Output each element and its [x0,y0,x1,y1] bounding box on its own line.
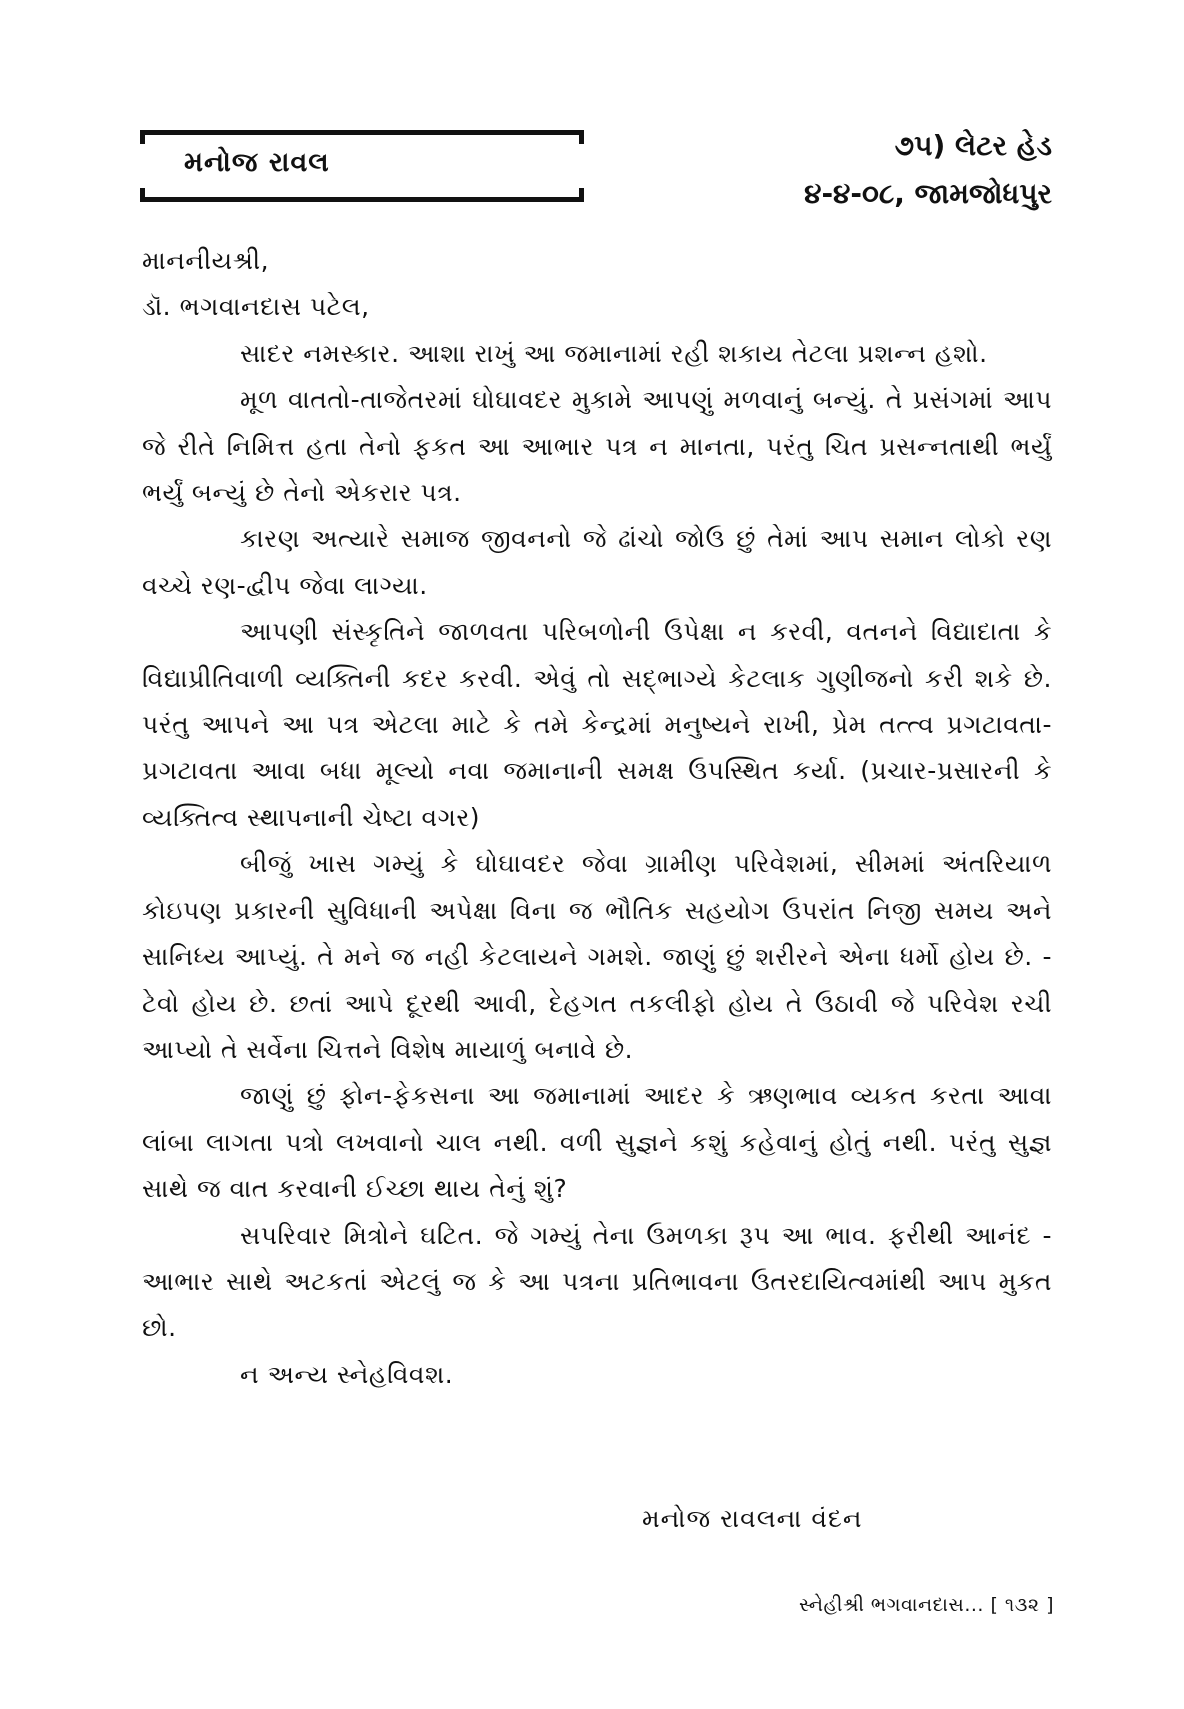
paragraph: કારણ અત્યારે સમાજ જીવનનો જે ઢાંચો જોઉ છું તેમાં આપ સમાન લોકો રણ વચ્ચે રણ-દ્વીપ જેવા લાગ્યા. [142,524,1052,600]
sender-name: મનોજ રાવલ [184,147,330,178]
date-place: ૪-૪-૦૮, જામજોધપુર [804,177,1052,210]
paragraph: મૂળ વાતતો-તાજેતરમાં ઘોઘાવદર મુકામે આપણું મળવાનું બન્યું. તે પ્રસંગમાં આપ જે રીતે નિમિત્ત હતા તેનો ફકત આ આભાર પત્ર ન માનતા, પરંતુ ચિત પ્રસન્નતાથી ભર્યું ભર્યું બન્યું છે તેનો એકરાર પત્ર. [142,385,1052,508]
page-footer: સ્નેહીશ્રી ભગવાનદાસ... [ ૧૩૨ ] [798,1594,1054,1616]
paragraph: જાણું છું ફોન-ફેકસના આ જમાનામાં આદર કે ઋણભાવ વ્યકત કરતા આવા લાંબા લાગતા પત્રો લખવાનો ચાલ નથી. વળી સુજ્ઞને કશું કહેવાનું હોતું નથી. પરંતુ સુજ્ઞ સાથે જ વાત કરવાની ઈચ્છા થાય તેનું શું? [142,1081,1052,1204]
box-corner-tick [140,130,145,144]
letter-body [142,238,1052,1398]
box-corner-tick [579,188,584,202]
signature: મનોજ રાવલના વંદન [642,1504,863,1533]
box-corner-tick [140,188,145,202]
letter-heading [804,122,1052,218]
sender-name-box [140,130,584,202]
paragraph: બીજું ખાસ ગમ્યું કે ઘોઘાવદર જેવા ગ્રામીણ પરિવેશમાં, સીમમાં અંતરિયાળ કોઇપણ પ્રકારની સુવિધાની અપેક્ષા વિના જ ભૌતિક સહયોગ ઉપરાંત નિજી સમય અને સાનિધ્ય આપ્યું. તે મને જ નહી કેટલાયને ગમશે. જાણું છું શરીરને એના ધર્મો હોય છે. - ટેવો હોય છે. છતાં આપે દૂરથી આવી, દેહગત તકલીફો હોય તે ઉઠાવી જે પરિવેશ રચી આપ્યો તે સર્વેના ચિત્તને વિશેષ માયાળું બનાવે છે. [142,849,1052,1064]
paragraph: સપરિવાર મિત્રોને ઘટિત. જે ગમ્યું તેના ઉમળકા રૂપ આ ભાવ. ફરીથી આનંદ - આભાર સાથે અટકતાં એટલું જ કે આ પત્રના પ્રતિભાવના ઉતરદાયિત્વમાંથી આપ મુકત છો. [142,1220,1052,1343]
recipient: ડૉ. ભગવાનદાસ પટેલ, [142,292,370,322]
closing-line: ન અન્ય સ્નેહવિવશ. [240,1359,454,1389]
letter-number-title: ૭૫) લેટર હેડ [894,129,1052,162]
box-top-rule [140,130,584,135]
salutation: માનનીયશ્રી, [142,246,270,275]
paragraph: સાદર નમસ્કાર. આશા રાખું આ જમાનામાં રહી શકાય તેટલા પ્રશન્ન હશો. [240,338,988,368]
paragraph: આપણી સંસ્કૃતિને જાળવતા પરિબળોની ઉપેક્ષા ન કરવી, વતનને વિદ્યાદાતા કે વિદ્યાપ્રીતિવાળી વ્યક્તિની કદર કરવી. એવું તો સદ્ભાગ્યે કેટલાક ગુણીજનો કરી શકે છે. પરંતુ આપને આ પત્ર એટલા માટે કે તમે કેન્દ્રમાં મનુષ્યને રાખી, પ્રેમ તત્ત્વ પ્રગટાવતા-પ્રગટાવતા આવા બધા મૂલ્યો નવા જમાનાની સમક્ષ ઉપસ્થિત કર્યા. (પ્રચાર-પ્રસારની કે વ્યક્તિત્વ સ્થાપનાની ચેષ્ટા વગર) [142,617,1052,832]
box-corner-tick [579,130,584,144]
box-bottom-rule [140,197,584,202]
